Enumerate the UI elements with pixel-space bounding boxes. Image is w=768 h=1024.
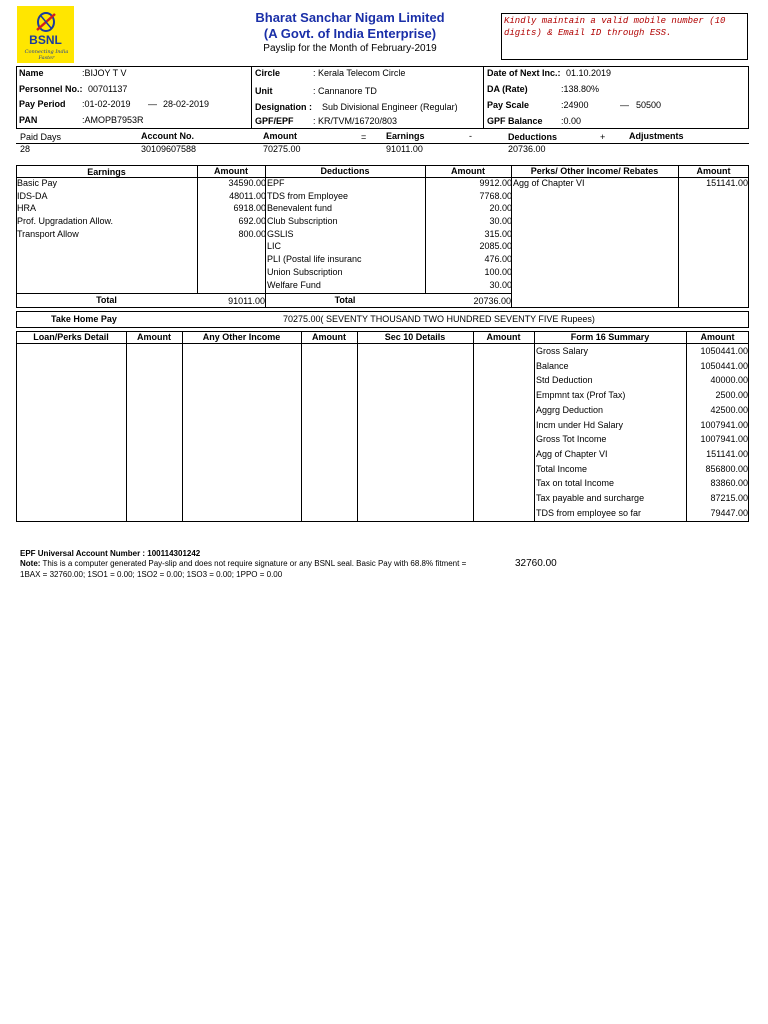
gpf-label: GPF/EPF [255, 116, 294, 126]
payslip-title: Payslip for the Month of February-2019 [263, 43, 437, 54]
pay-period-sep: — [148, 99, 157, 109]
deduction-amount: 315.00 [484, 228, 512, 239]
pay-period-to: 28-02-2019 [163, 99, 210, 109]
bsnl-globe-icon [33, 10, 59, 34]
note-text: This is a computer generated Pay-slip and does not require signature or any BSNL seal. Basic Pay with 68.8% fitment = [40, 559, 467, 568]
pay-scale-to: 50500 [636, 100, 662, 110]
deduction-label: LIC [267, 241, 282, 252]
name-value: :BIJOY T V [82, 68, 127, 78]
earning-amount: 48011.00 [229, 190, 266, 201]
form16-label: Std Deduction [536, 375, 593, 386]
form16-amount: 151141.00 [706, 448, 748, 459]
form16-amount: 1007941.00 [700, 434, 748, 445]
deduction-label: Welfare Fund [267, 279, 321, 290]
footer-codes: 1BAX = 32760.00; 1SO1 = 0.00; 1SO2 = 0.00; 1SO3 = 0.00; 1PPO = 0.00 [20, 570, 283, 579]
form16-amount: 87215.00 [710, 493, 748, 504]
deduction-label: GSLIS [267, 228, 294, 239]
deduction-amount: 100.00 [484, 266, 512, 277]
unit-label: Unit [255, 86, 273, 96]
circle-label: Circle [255, 68, 281, 78]
perk-amount: 151141.00 [706, 178, 748, 188]
account-value: 30109607588 [141, 144, 197, 154]
earning-label: Basic Pay [17, 178, 58, 188]
perk-label: Agg of Chapter VI [513, 178, 585, 188]
earning-amount: 800.00 [238, 228, 266, 239]
col-other-amount: Amount [312, 332, 346, 342]
take-home-label: Take Home Pay [51, 314, 117, 324]
form16-label: Gross Salary [536, 346, 589, 356]
deduction-label: Union Subscription [267, 266, 343, 277]
account-label: Account No. [141, 131, 194, 141]
personnel-label: Personnel No.: [19, 84, 83, 94]
earning-label: IDS-DA [17, 190, 48, 201]
col-deductions: Deductions [320, 166, 370, 176]
pay-scale-from: :24900 [561, 100, 589, 110]
deduction-label: PLI (Postal life insuranc [267, 254, 362, 265]
form16-amount: 1050441.00 [700, 360, 748, 371]
plus-sign: + [600, 132, 606, 142]
minus-sign: - [469, 131, 472, 141]
col-amount-perks: Amount [696, 166, 731, 176]
form16-label: Agg of Chapter VI [536, 448, 608, 459]
earning-label: Prof. Upgradation Allow. [17, 216, 114, 227]
earnings-value: 91011.00 [386, 144, 423, 154]
note-label: Note: [20, 559, 41, 568]
paid-days-value: 28 [20, 144, 31, 154]
col-loan-amount: Amount [137, 332, 171, 342]
form16-label: Total Income [536, 463, 588, 474]
col-perks: Perks/ Other Income/ Rebates [530, 166, 659, 176]
col-loan-perks: Loan/Perks Detail [33, 332, 109, 342]
deduction-amount: 7768.00 [479, 190, 512, 201]
gpf-balance-label: GPF Balance [487, 116, 543, 126]
earnings-label: Earnings [386, 131, 425, 141]
earnings-total-label: Total [96, 295, 117, 305]
footer-note [20, 559, 466, 568]
da-label: DA (Rate) [487, 84, 528, 94]
deduction-label: EPF [267, 178, 285, 188]
equals-sign: = [361, 132, 367, 142]
deduction-amount: 9912.00 [479, 178, 512, 188]
form16-label: Tax payable and surcharge [536, 493, 645, 504]
deduction-label: Benevalent fund [267, 203, 333, 214]
col-amount-earnings: Amount [214, 166, 248, 176]
company-subtitle: (A Govt. of India Enterprise) [263, 26, 437, 41]
col-sec10-amount: Amount [486, 332, 521, 342]
da-value: :138.80% [561, 84, 600, 94]
col-amount-deductions: Amount [451, 166, 485, 176]
deduction-amount: 476.00 [484, 254, 512, 265]
form16-label: Aggrg Deduction [536, 404, 604, 415]
deduction-label: Club Subscription [267, 216, 338, 227]
next-inc-value: 01.10.2019 [566, 68, 612, 78]
form16-amount: 42500.00 [710, 404, 748, 415]
amount-label: Amount [263, 131, 297, 141]
form16-amount: 1050441.00 [700, 346, 748, 356]
company-name: Bharat Sanchar Nigam Limited [255, 10, 445, 25]
adjustments-label: Adjustments [629, 131, 684, 141]
form16-amount: 856800.00 [705, 463, 748, 474]
col-other-income: Any Other Income [202, 332, 281, 342]
earning-amount: 34590.00 [228, 178, 266, 188]
amount-value: 70275.00 [263, 144, 301, 154]
bsnl-logo [17, 6, 74, 63]
name-label: Name [19, 68, 44, 78]
form16-label: Gross Tot Income [536, 434, 607, 445]
deductions-value: 20736.00 [508, 144, 546, 154]
form16-label: Incm under Hd Salary [536, 419, 624, 430]
fitment-value: 32760.00 [515, 558, 557, 569]
col-form16-amount: Amount [700, 332, 735, 342]
designation-label: Designation : [255, 102, 313, 112]
form16-amount: 40000.00 [710, 375, 748, 386]
logo-text: BSNL [29, 33, 62, 47]
logo-tagline: Connecting India Faster [24, 49, 69, 61]
earning-label: HRA [17, 203, 37, 214]
col-earnings: Earnings [87, 167, 126, 177]
deductions-total-label: Total [334, 295, 356, 305]
form16-amount: 2500.00 [715, 390, 748, 401]
deduction-amount: 30.00 [489, 279, 512, 290]
personnel-value: 00701137 [88, 84, 128, 94]
form16-amount: 83860.00 [710, 478, 748, 489]
earning-label: Transport Allow [17, 228, 79, 239]
col-form16: Form 16 Summary [570, 332, 650, 342]
pan-label: PAN [19, 115, 38, 125]
deduction-amount: 30.00 [489, 216, 512, 227]
epf-uan: EPF Universal Account Number : 100114301242 [20, 549, 201, 558]
pay-period-from: :01-02-2019 [82, 99, 131, 109]
deductions-total: 20736.00 [473, 296, 511, 306]
form16-amount: 1007941.00 [700, 419, 748, 430]
paid-days-label: Paid Days [20, 132, 62, 142]
gpf-balance-value: :0.00 [561, 116, 582, 126]
notice-box: Kindly maintain a valid mobile number (10 digits) & Email ID through ESS. [501, 13, 748, 60]
pay-period-label: Pay Period [19, 99, 66, 109]
deduction-amount: 2085.00 [479, 241, 512, 252]
next-inc-label: Date of Next Inc.: [487, 68, 561, 78]
deductions-label: Deductions [508, 132, 558, 142]
gpf-value: : KR/TVM/16720/803 [313, 116, 398, 126]
pay-scale-label: Pay Scale [487, 100, 530, 110]
designation-value: Sub Divisional Engineer (Regular) [322, 102, 458, 112]
form16-label: TDS from employee so far [536, 507, 642, 518]
pay-scale-sep: — [620, 100, 629, 110]
take-home-value: 70275.00( SEVENTY THOUSAND TWO HUNDRED SEVENTY FIVE Rupees) [283, 314, 595, 324]
earnings-total: 91011.00 [228, 296, 265, 306]
circle-value: : Kerala Telecom Circle [313, 68, 406, 78]
form16-label: Balance [536, 360, 569, 371]
deduction-amount: 20.00 [489, 203, 512, 214]
form16-amount: 79447.00 [710, 507, 748, 518]
pan-value: :AMOPB7953R [82, 115, 144, 125]
deduction-label: TDS from Employee [267, 190, 349, 201]
unit-value: : Cannanore TD [313, 86, 377, 96]
form16-label: Empmnt tax (Prof Tax) [536, 390, 626, 401]
earning-amount: 692.00 [238, 216, 266, 227]
col-sec10: Sec 10 Details [384, 332, 446, 342]
form16-label: Tax on total Income [536, 478, 615, 489]
earning-amount: 6918.00 [233, 203, 266, 214]
